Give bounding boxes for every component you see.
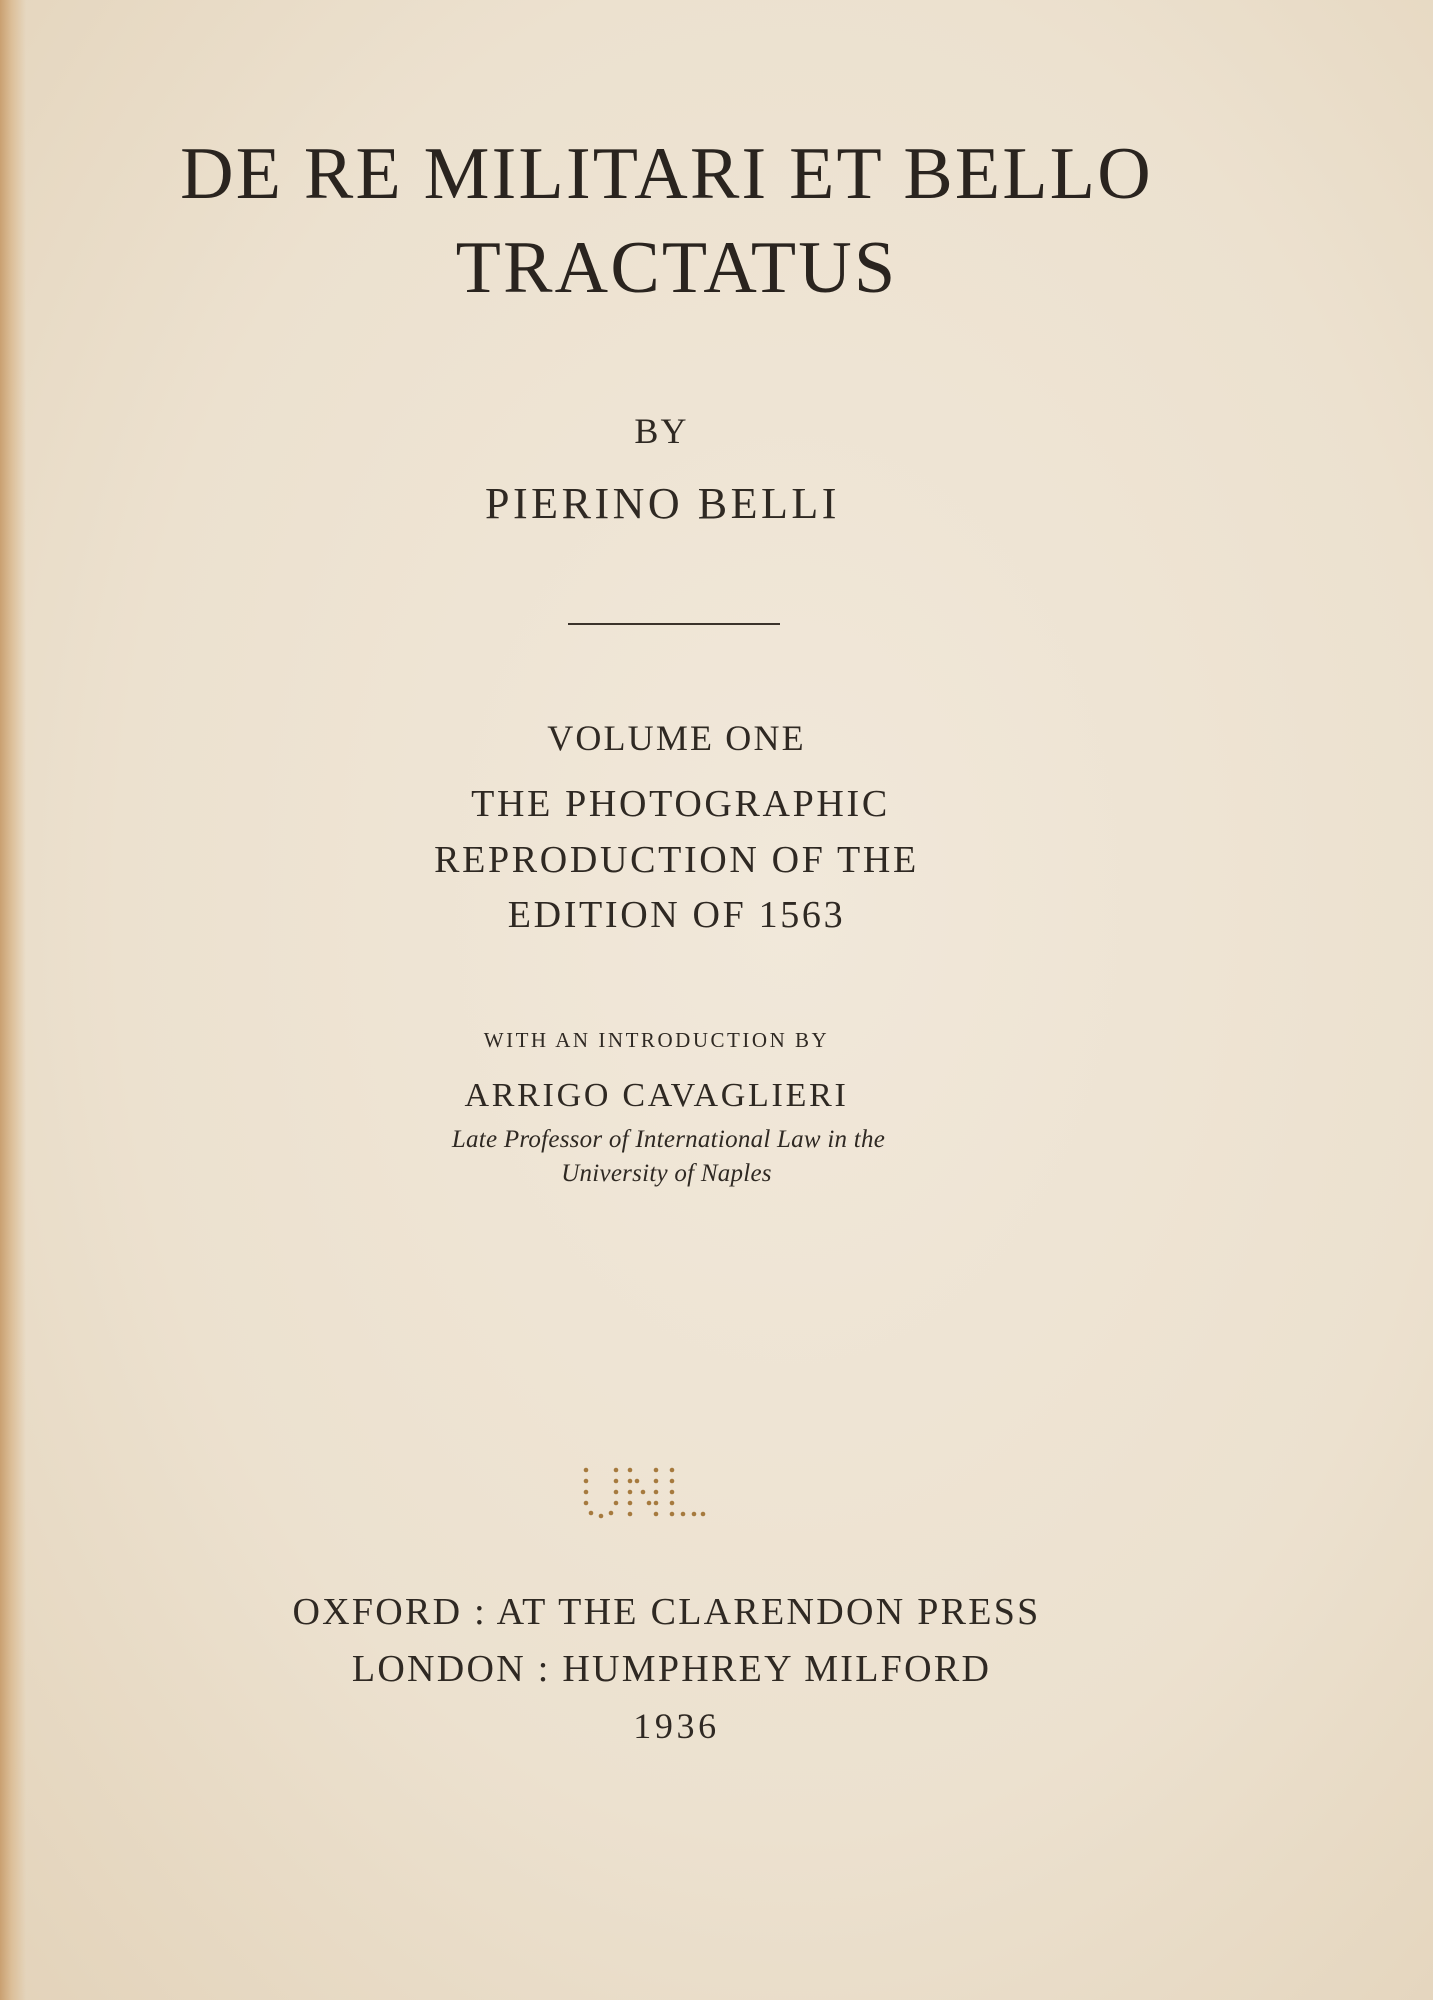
publisher-line-2: LONDON : HUMPHREY MILFORD (351, 1648, 992, 1690)
perforation-stamp-icon (578, 1464, 708, 1524)
divider-rule (568, 623, 780, 625)
subtitle-line-2: REPRODUCTION OF THE (434, 839, 919, 881)
editor-name: ARRIGO CAVAGLIERI (464, 1077, 849, 1114)
subtitle-line-1: THE PHOTOGRAPHIC (471, 783, 890, 825)
introduction-label: WITH AN INTRODUCTION BY (483, 1028, 830, 1052)
book-title-line-1: DE RE MILITARI ET BELLO (180, 133, 1153, 215)
editor-note-line-1: Late Professor of International Law in the (451, 1126, 886, 1153)
publisher-line-1: OXFORD : AT THE CLARENDON PRESS (292, 1591, 1041, 1633)
by-label: BY (634, 411, 689, 451)
subtitle-line-3: EDITION OF 1563 (507, 894, 846, 936)
book-title-line-2: TRACTATUS (455, 227, 898, 309)
volume-label: VOLUME ONE (547, 718, 806, 758)
publication-year: 1936 (633, 1706, 720, 1746)
editor-note-line-2: University of Naples (561, 1160, 772, 1187)
author-name: PIERINO BELLI (485, 479, 840, 528)
